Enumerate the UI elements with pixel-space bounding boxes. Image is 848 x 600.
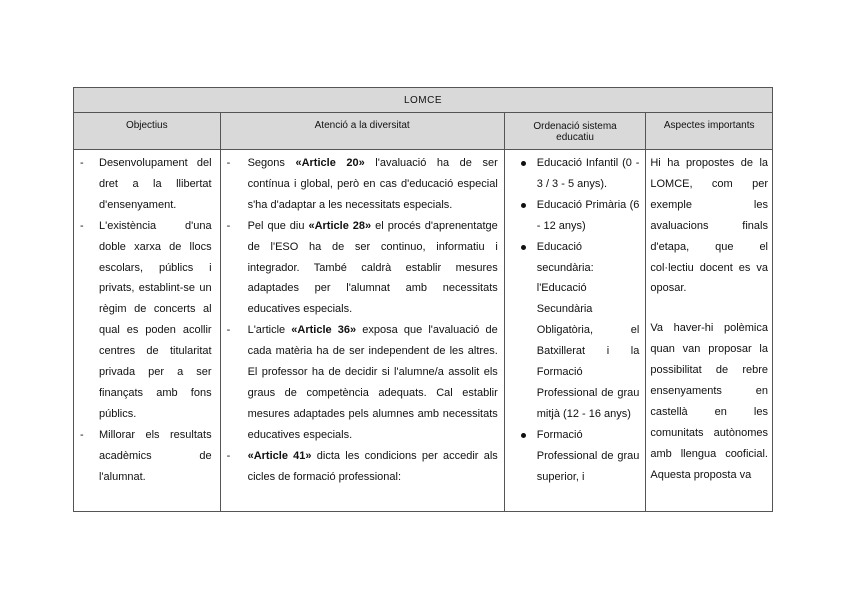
cell-aspectes bbox=[646, 150, 772, 512]
list-item bbox=[221, 153, 504, 216]
list-item: Formació Professional de grau superior, i bbox=[505, 425, 646, 488]
diversitat-list bbox=[221, 153, 504, 488]
list-item: - L'existència d'una doble xarxa de llocs escolars, públics i privats, establint-se un règim de concerts al qual es poden acollir centres de titularitat privada per a ser finançats amb fons públics. bbox=[74, 216, 220, 425]
header-ordenacio bbox=[505, 113, 647, 149]
item-text: el procés d'aprenentatge de l'ESO ha de ser continuo, informatiu i integrador. També caldrà establir mesures adaptades per l'alumnat amb necessitats educatives especials. bbox=[247, 219, 498, 316]
cell-ordenacio bbox=[505, 150, 647, 512]
item-prefix: L'article bbox=[247, 324, 292, 337]
header-objectius: Objectius bbox=[74, 113, 221, 149]
article-ref: «Article 20» bbox=[295, 157, 365, 169]
item-prefix: Segons bbox=[247, 157, 296, 169]
item-prefix: Pel que diu bbox=[247, 219, 309, 232]
list-item bbox=[221, 320, 504, 445]
cell-diversitat bbox=[221, 150, 505, 512]
article-ref: «Article 36» bbox=[291, 324, 357, 337]
list-item: Educació secundària: l'Educació Secundària Obligatòria, el Batxillerat i la Formació Professional de grau mitjà (12 - 16 anys) bbox=[505, 237, 646, 425]
ordenacio-list bbox=[505, 153, 646, 488]
article-ref: «Article 28» bbox=[308, 219, 372, 232]
aspectes-paragraph: Va haver-hi polèmica quan van proposar la possibilitat de rebre ensenyaments en castellà en les comunitats autònomes amb llengua cooficial. Aquesta proposta va bbox=[650, 322, 768, 481]
item-text: exposa que l'avaluació de cada matèria ha de ser independent de les altres. El professor ha de decidir si l'alumne/a assolit els graus de competència adequats. Cal establir mesures adaptades pels alumnes amb necessitats educatives especials. bbox=[247, 324, 498, 441]
item-text: dicta les condicions per accedir als cicles de formació professional: bbox=[247, 449, 498, 483]
header-diversitat: Atenció a la diversitat bbox=[221, 113, 505, 149]
body-row bbox=[74, 150, 772, 512]
item-text: l'avaluació ha de ser contínua i global, però en cas d'educació especial s'ha d'adaptar a les necessitats especials. bbox=[247, 157, 498, 211]
header-row bbox=[74, 113, 772, 150]
list-item bbox=[221, 446, 504, 488]
list-item bbox=[221, 216, 504, 321]
list-item: - Millorar els resultats acadèmics de l'alumnat. bbox=[74, 425, 220, 488]
article-ref: «Article 41» bbox=[247, 449, 312, 462]
header-ordenacio-text: Ordenació sistema educatiu bbox=[533, 120, 617, 143]
cell-objectius bbox=[74, 150, 221, 512]
objectius-list bbox=[74, 153, 220, 488]
table-title: LOMCE bbox=[74, 88, 772, 113]
header-aspectes: Aspectes importants bbox=[663, 120, 755, 131]
lomce-table bbox=[73, 87, 773, 512]
list-item: Educació Infantil (0 - 3 / 3 - 5 anys). bbox=[505, 153, 646, 195]
list-item: - Desenvolupament del dret a la llibertat d'ensenyament. bbox=[74, 153, 220, 216]
aspectes-paragraph: Hi ha propostes de la LOMCE, com per exemple les avaluacions finals d'etapa, que el col·lectiu docent es va oposar. bbox=[650, 157, 768, 295]
list-item: Educació Primària (6 - 12 anys) bbox=[505, 195, 646, 237]
